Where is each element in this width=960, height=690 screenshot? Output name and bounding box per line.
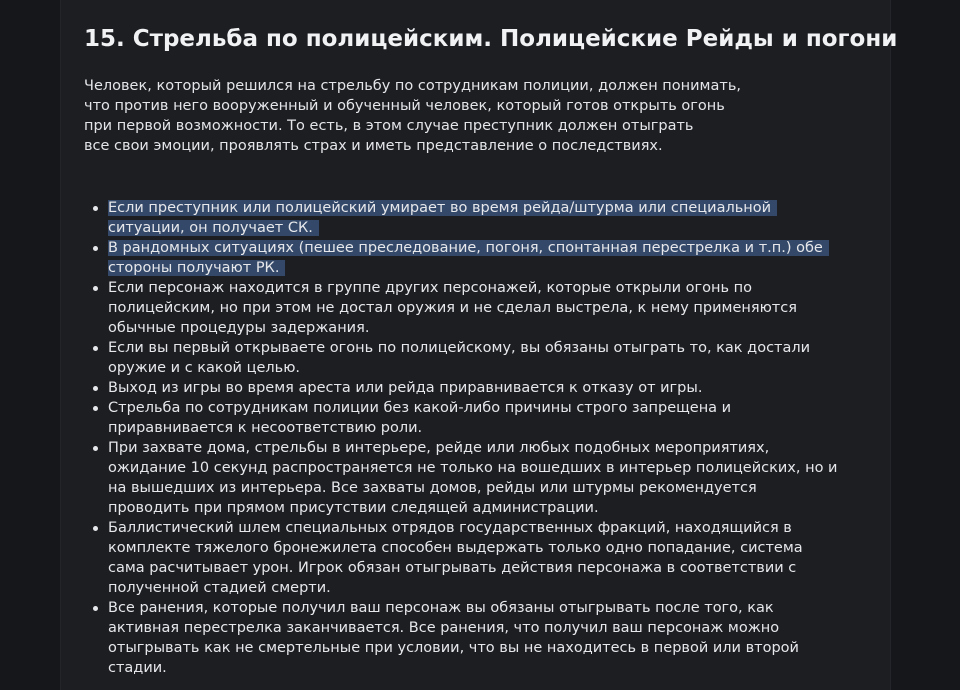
intro-line: все свои эмоции, проявлять страх и иметь представление о последствиях.	[84, 138, 663, 154]
rule-line-text: Выход из игры во время ареста или рейда приравнивается к отказу от игры.	[108, 380, 703, 396]
rule-item	[108, 198, 888, 238]
rule-line-text: Баллистический шлем специальных отрядов государственных фракций, находящийся в	[108, 520, 792, 536]
rule-line-text: Если персонаж находится в группе других персонажей, которые открыли огонь по	[108, 280, 752, 296]
intro-line: при первой возможности. То есть, в этом случае преступник должен отыграть	[84, 118, 694, 134]
rule-line	[108, 578, 888, 598]
rule-line	[108, 198, 888, 218]
rule-line	[108, 378, 888, 398]
rule-line	[108, 498, 888, 518]
rule-line	[108, 358, 888, 378]
rule-line-text: В рандомных ситуациях (пешее преследование, погоня, спонтанная перестрелка и т.п.) обе	[108, 240, 829, 256]
rule-line	[108, 478, 888, 498]
rule-line	[108, 618, 888, 638]
rule-line	[108, 258, 888, 278]
rule-line	[108, 458, 888, 478]
rule-line-text: Если преступник или полицейский умирает во время рейда/штурма или специальной	[108, 200, 777, 216]
rule-line-text: проводить при прямом присутствии следящей администрации.	[108, 500, 599, 516]
rule-line	[108, 538, 888, 558]
rule-item	[108, 278, 888, 338]
rule-line	[108, 438, 888, 458]
intro-line: что против него вооруженный и обученный человек, который готов открыть огонь	[84, 98, 725, 114]
rule-line	[108, 278, 888, 298]
rule-item	[108, 338, 888, 378]
rule-line-text: полицейским, но при этом не достал оружия и не сделал выстрела, к нему применяются	[108, 300, 797, 316]
rule-line	[108, 218, 888, 238]
intro-paragraph	[84, 76, 884, 156]
rule-line	[108, 638, 888, 658]
rule-line-text: приравнивается к несоответствию роли.	[108, 420, 423, 436]
rule-line	[108, 238, 888, 258]
rule-item	[108, 398, 888, 438]
rule-item	[108, 438, 888, 518]
rule-line-text: оружие и с какой целью.	[108, 360, 301, 376]
rule-line	[108, 318, 888, 338]
rule-line-text: стадии.	[108, 660, 167, 676]
rule-item	[108, 238, 888, 278]
rule-line	[108, 398, 888, 418]
rule-line-text: Все ранения, которые получил ваш персонаж вы обязаны отыгрывать после того, как	[108, 600, 774, 616]
intro-line: Человек, который решился на стрельбу по сотрудникам полиции, должен понимать,	[84, 78, 741, 94]
rule-line-text: полученной стадией смерти.	[108, 580, 331, 596]
rule-line	[108, 338, 888, 358]
rule-line	[108, 518, 888, 538]
rule-line	[108, 598, 888, 618]
section-title: 15. Стрельба по полицейским. Полицейские Рейды и погони	[84, 26, 898, 52]
rule-line-text: ситуации, он получает СК.	[108, 220, 319, 236]
rule-item	[108, 598, 888, 678]
rule-line	[108, 558, 888, 578]
rule-line-text: отыгрывать как не смертельные при условии, что вы не находитесь в первой или второй	[108, 640, 799, 656]
rule-line	[108, 658, 888, 678]
rule-line-text: Если вы первый открываете огонь по полицейскому, вы обязаны отыграть то, как достали	[108, 340, 811, 356]
rule-line-text: комплекте тяжелого бронежилета способен выдержать только одно попадание, система	[108, 540, 803, 556]
rule-line	[108, 418, 888, 438]
rule-line-text: стороны получают РК.	[108, 260, 285, 276]
rule-item	[108, 518, 888, 598]
rules-list	[108, 198, 888, 678]
rule-item	[108, 378, 888, 398]
rule-line	[108, 298, 888, 318]
rule-line-text: ожидание 10 секунд распространяется не только на вошедших в интерьер полицейских, но и	[108, 460, 838, 476]
rule-line-text: При захвате дома, стрельбы в интерьере, рейде или любых подобных мероприятиях,	[108, 440, 770, 456]
rule-line-text: обычные процедуры задержания.	[108, 320, 370, 336]
rules-section	[84, 20, 898, 676]
rule-line-text: на вышедших из интерьера. Все захваты домов, рейды или штурмы рекомендуется	[108, 480, 757, 496]
rule-line-text: Стрельба по сотрудникам полиции без какой-либо причины строго запрещена и	[108, 400, 732, 416]
rule-line-text: сама расчитывает урон. Игрок обязан отыгрывать действия персонажа в соответствии с	[108, 560, 797, 576]
rule-line-text: активная перестрелка заканчивается. Все ранения, что получил ваш персонаж можно	[108, 620, 780, 636]
